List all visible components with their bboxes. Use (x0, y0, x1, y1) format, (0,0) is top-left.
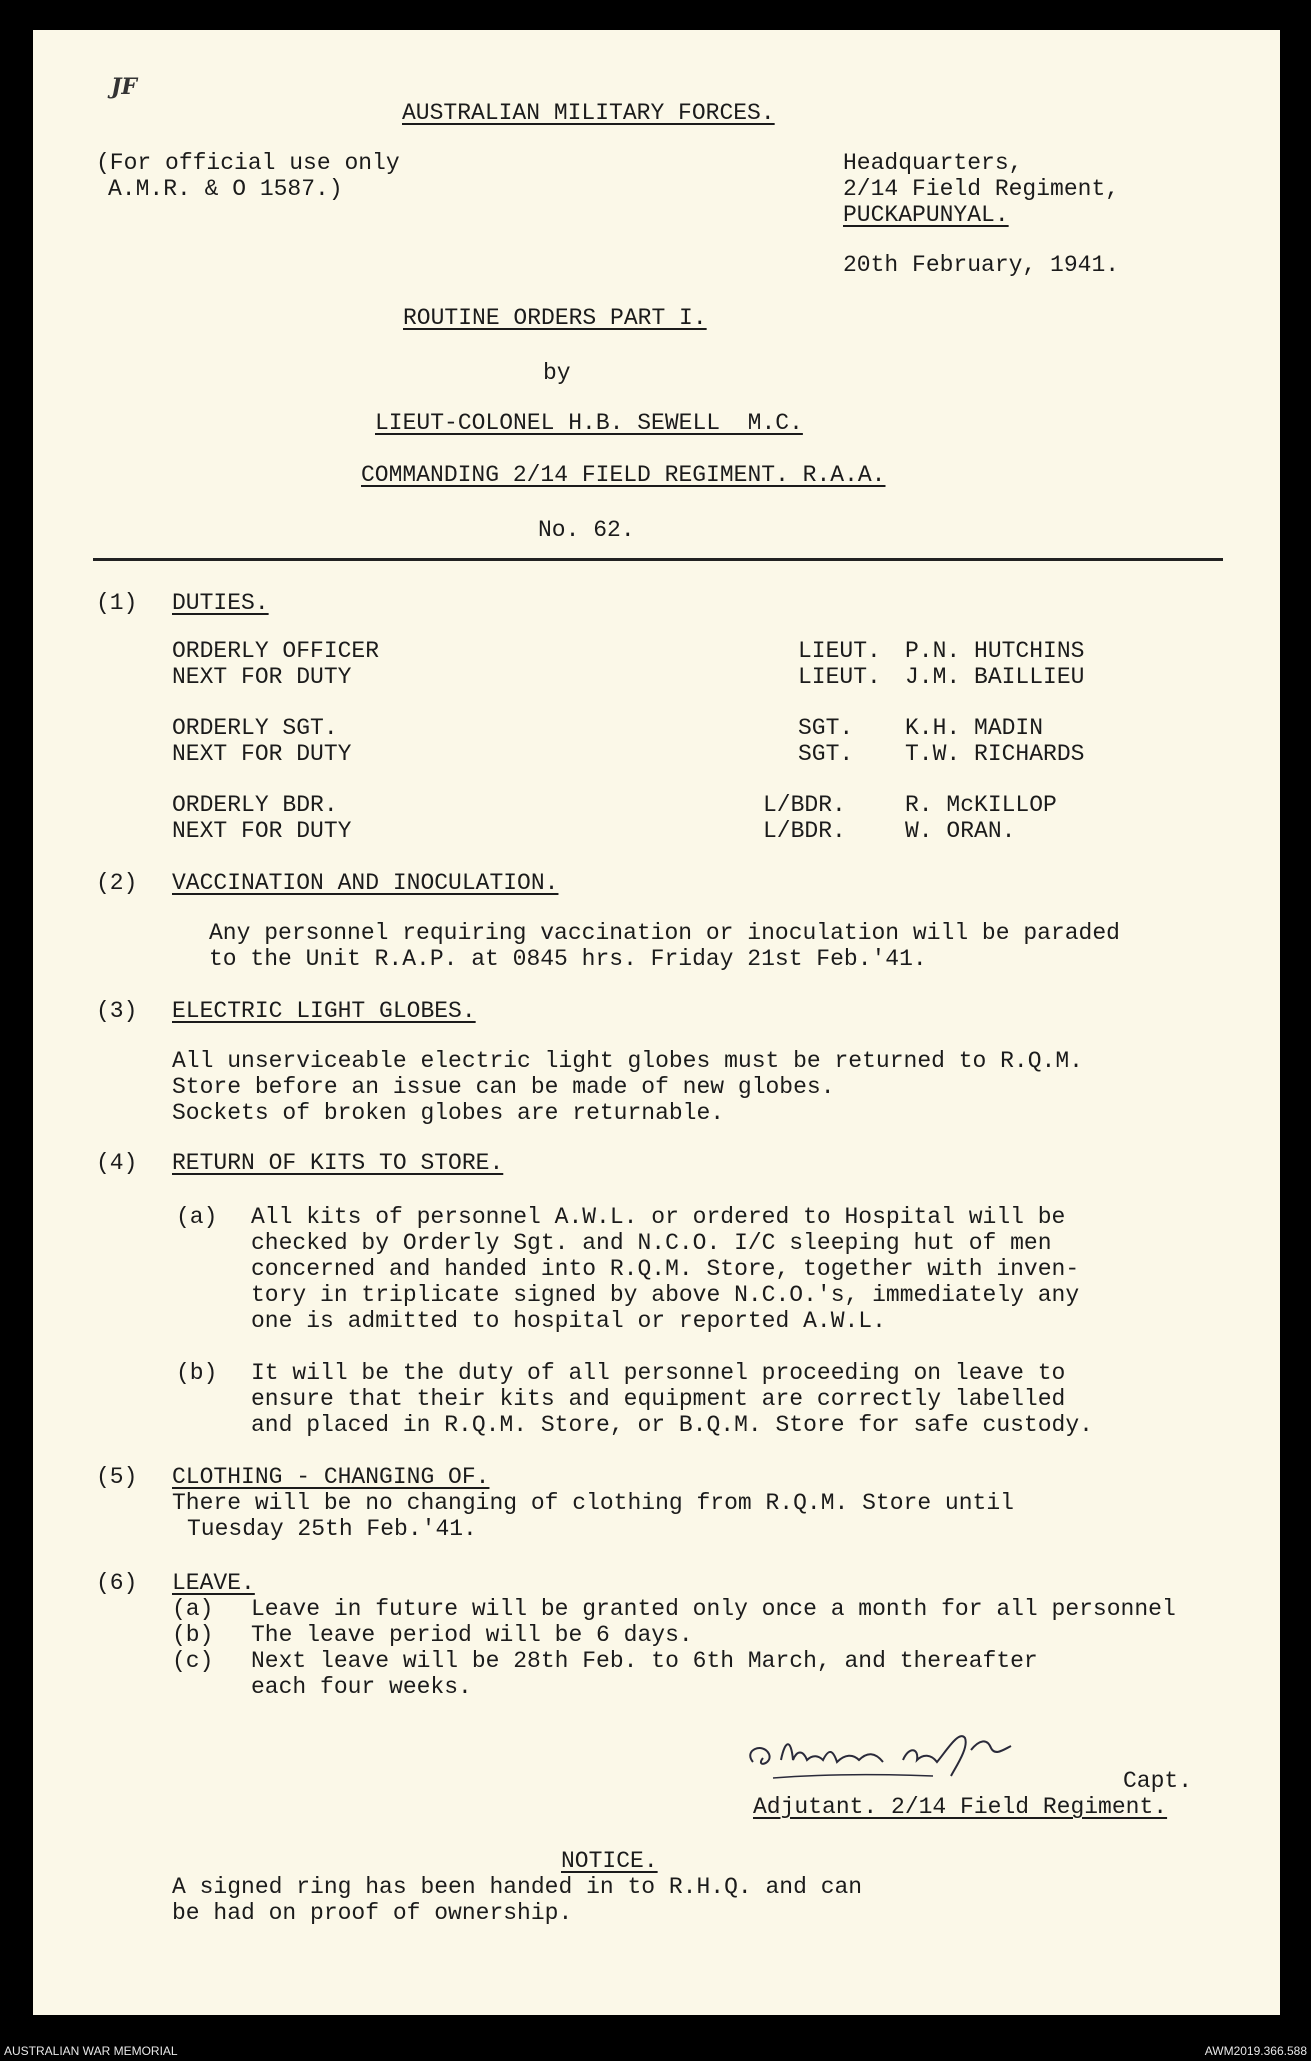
duty-row-2-rank: LIEUT. (798, 664, 881, 690)
duty-row-5-duty: ORDERLY BDR. (172, 792, 338, 818)
section-5-number: (5) (96, 1464, 138, 1490)
section-4-b-line-3: and placed in R.Q.M. Store, or B.Q.M. Store for safe custody. (251, 1412, 1093, 1438)
commander-name: LIEUT-COLONEL H.B. SEWELL M.C. (375, 410, 803, 436)
notice-line-2: be had on proof of ownership. (172, 1900, 573, 1926)
document-title: AUSTRALIAN MILITARY FORCES. (402, 100, 775, 126)
footer-source: AUSTRALIAN WAR MEMORIAL (4, 2044, 178, 2058)
section-4-b-label: (b) (176, 1360, 218, 1386)
section-6-c-line-1: Next leave will be 28th Feb. to 6th March, and thereafter (251, 1648, 1038, 1674)
section-6-b-label: (b) (172, 1622, 214, 1648)
routine-orders-heading: ROUTINE ORDERS PART I. (403, 305, 707, 331)
hq-line-1: Headquarters, (843, 150, 1023, 176)
section-4-heading: RETURN OF KITS TO STORE. (172, 1150, 504, 1176)
duty-row-3-duty: ORDERLY SGT. (172, 715, 338, 741)
duty-row-4-name: T.W. RICHARDS (905, 741, 1085, 767)
section-5-heading: CLOTHING - CHANGING OF. (172, 1464, 490, 1490)
duty-row-6-name: W. ORAN. (905, 818, 1016, 844)
margin-note: JF (111, 74, 138, 100)
by-line: by (543, 360, 571, 386)
section-4-a-line-2: checked by Orderly Sgt. and N.C.O. I/C sleeping hut of men (251, 1230, 1052, 1256)
section-4-a-line-3: concerned and handed into R.Q.M. Store, together with inven- (251, 1256, 1080, 1282)
official-use-line-1: (For official use only (96, 150, 400, 176)
section-6-heading: LEAVE. (172, 1570, 255, 1596)
section-6-number: (6) (96, 1570, 138, 1596)
notice-line-1: A signed ring has been handed in to R.H.Q. and can (172, 1874, 863, 1900)
section-4-b-line-1: It will be the duty of all personnel proceeding on leave to (251, 1360, 1066, 1386)
section-4-b-line-2: ensure that their kits and equipment are correctly labelled (251, 1386, 1066, 1412)
section-3-line-1: All unserviceable electric light globes must be returned to R.Q.M. (172, 1048, 1083, 1074)
section-1-heading: DUTIES. (172, 590, 269, 616)
duty-row-6-rank: L/BDR. (763, 818, 846, 844)
hq-line-3: PUCKAPUNYAL. (843, 202, 1009, 228)
notice-heading: NOTICE. (561, 1848, 658, 1874)
duty-row-1-rank: LIEUT. (798, 638, 881, 664)
order-number: No. 62. (538, 517, 635, 543)
section-4-a-label: (a) (176, 1204, 218, 1230)
section-3-heading: ELECTRIC LIGHT GLOBES. (172, 998, 476, 1024)
section-2-heading: VACCINATION AND INOCULATION. (172, 870, 559, 896)
section-6-c-line-2: each four weeks. (251, 1674, 472, 1700)
official-use-line-2: A.M.R. & O 1587.) (108, 176, 343, 202)
duty-row-2-duty: NEXT FOR DUTY (172, 664, 352, 690)
section-6-a-line-1: Leave in future will be granted only once a month for all personnel (251, 1596, 1176, 1622)
duty-row-5-rank: L/BDR. (763, 792, 846, 818)
section-6-a-label: (a) (172, 1596, 214, 1622)
footer-accession-number: AWM2019.366.588 (1204, 2044, 1307, 2058)
hq-line-2: 2/14 Field Regiment, (843, 176, 1120, 202)
signatory-role: Adjutant. 2/14 Field Regiment. (753, 1794, 1168, 1820)
document-date: 20th February, 1941. (843, 252, 1120, 278)
section-5-line-1: There will be no changing of clothing from R.Q.M. Store until (172, 1490, 1014, 1516)
section-4-a-line-1: All kits of personnel A.W.L. or ordered to Hospital will be (251, 1204, 1066, 1230)
section-1-number: (1) (96, 590, 138, 616)
section-2-line-1: Any personnel requiring vaccination or inoculation will be paraded (209, 920, 1120, 946)
divider-rule (93, 558, 1223, 561)
duty-row-5-name: R. McKILLOP (905, 792, 1057, 818)
duty-row-3-name: K.H. MADIN (905, 715, 1044, 741)
section-4-a-line-4: tory in triplicate signed by above N.C.O.'s, immediately any (251, 1282, 1080, 1308)
section-4-a-line-5: one is admitted to hospital or reported A.W.L. (251, 1308, 886, 1334)
section-3-line-3: Sockets of broken globes are returnable. (172, 1100, 725, 1126)
command-line: COMMANDING 2/14 FIELD REGIMENT. R.A.A. (361, 462, 886, 488)
section-2-number: (2) (96, 870, 138, 896)
section-5-line-2: Tuesday 25th Feb.'41. (187, 1516, 477, 1542)
duty-row-2-name: J.M. BAILLIEU (905, 664, 1085, 690)
section-6-b-line-1: The leave period will be 6 days. (251, 1622, 693, 1648)
duty-row-4-duty: NEXT FOR DUTY (172, 741, 352, 767)
duty-row-6-duty: NEXT FOR DUTY (172, 818, 352, 844)
duty-row-1-name: P.N. HUTCHINS (905, 638, 1085, 664)
duty-row-3-rank: SGT. (798, 715, 854, 741)
section-4-number: (4) (96, 1150, 138, 1176)
signatory-rank: Capt. (1123, 1768, 1193, 1794)
document-page (33, 30, 1280, 2015)
section-6-c-label: (c) (172, 1648, 214, 1674)
signature-image (733, 1720, 1063, 1790)
duty-row-1-duty: ORDERLY OFFICER (172, 638, 380, 664)
duty-row-4-rank: SGT. (798, 741, 854, 767)
section-3-line-2: Store before an issue can be made of new globes. (172, 1074, 835, 1100)
section-3-number: (3) (96, 998, 138, 1024)
section-2-line-2: to the Unit R.A.P. at 0845 hrs. Friday 21st Feb.'41. (209, 946, 927, 972)
